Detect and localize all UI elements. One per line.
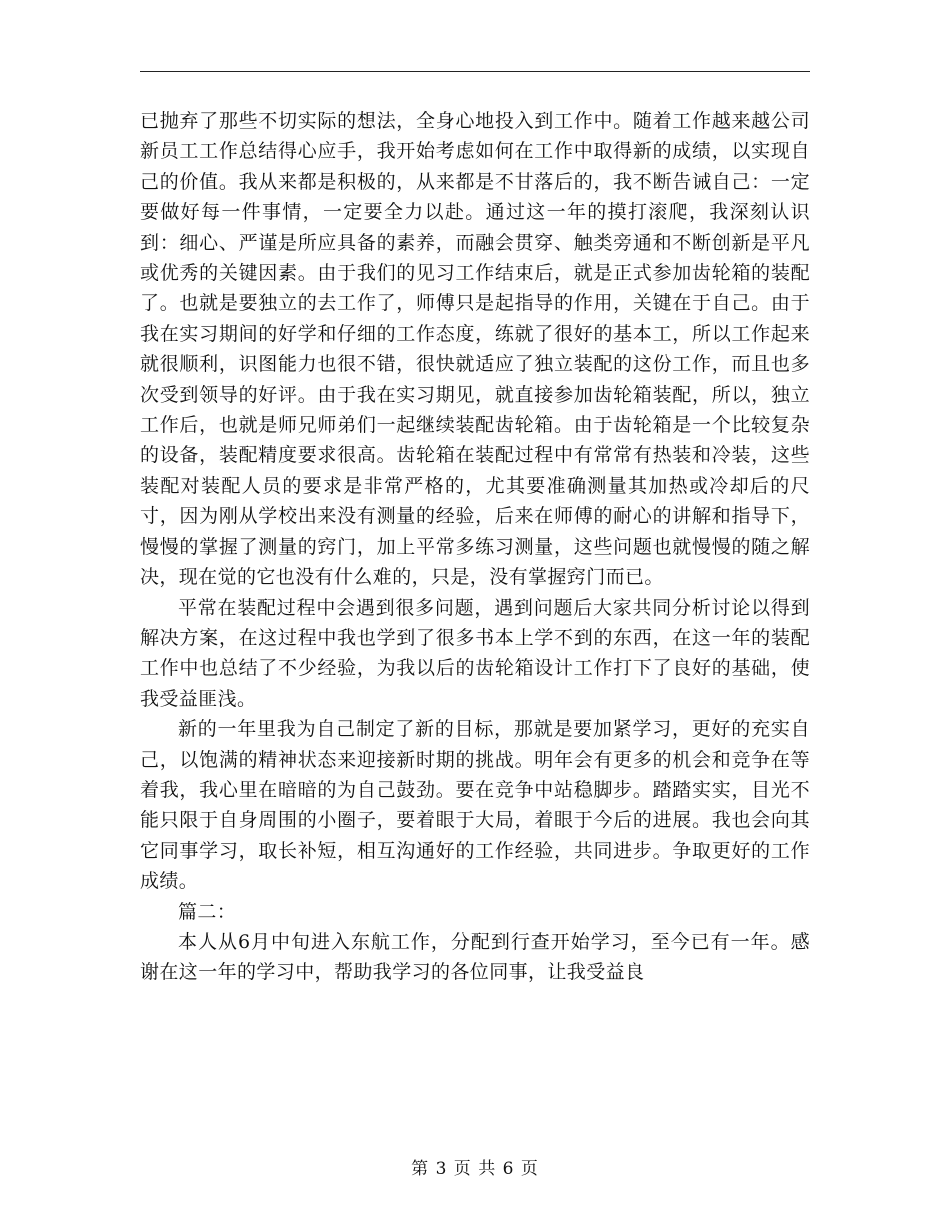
body-paragraph-2: 平常在装配过程中会遇到很多问题，遇到问题后大家共同分析讨论以得到解决方案，在这过程中我也学到了很多书本上学不到的东西，在这一年的装配工作中也总结了不少经验，为我以后的齿轮箱设计工作打下了良好的基础，使我受益匪浅。 <box>140 596 810 710</box>
section-heading: 篇二： <box>178 900 237 923</box>
page-number-footer: 第 3 页 共 6 页 <box>411 1159 539 1179</box>
header-rule <box>140 71 810 72</box>
body-paragraph-3: 新的一年里我为自己制定了新的目标，那就是要加紧学习，更好的充实自己，以饱满的精神状态来迎接新时期的挑战。明年会有更多的机会和竞争在等着我，我心里在暗暗的为自己鼓劲。要在竞争中站稳脚步。踏踏实实，目光不能只限于自身周围的小圈子，要着眼于大局，着眼于今后的进展。我也会向其它同事学习，取长补短，相互沟通好的工作经验，共同进步。争取更好的工作成绩。 <box>140 718 810 893</box>
body-paragraph-1: 已抛弃了那些不切实际的想法，全身心地投入到工作中。随着工作越来越公司新员工工作总结得心应手，我开始考虑如何在工作中取得新的成绩，以实现自己的价值。我从来都是积极的，从来都是不甘落后的，我不断告诫自己：一定要做好每一件事情，一定要全力以赴。通过这一年的摸打滚爬，我深刻认识到：细心、严谨是所应具备的素养，而融会贯穿、触类旁通和不断创新是平凡或优秀的关键因素。由于我们的见习工作结束后，就是正式参加齿轮箱的装配了。也就是要独立的去工作了，师傅只是起指导的作用，关键在于自己。由于我在实习期间的好学和仔细的工作态度，练就了很好的基本工，所以工作起来就很顺利，识图能力也很不错，很快就适应了独立装配的这份工作，而且也多次受到领导的好评。由于我在实习期见，就直接参加齿轮箱装配，所以，独立工作后，也就是师兄师弟们一起继续装配齿轮箱。由于齿轮箱是一个比较复杂的设备，装配精度要求很高。齿轮箱在装配过程中有常常有热装和冷装，这些装配对装配人员的要求是非常严格的，尤其要准确测量其加热或冷却后的尺寸，因为刚从学校出来没有测量的经验，后来在师傅的耐心的讲解和指导下，慢慢的掌握了测量的窍门，加上平常多练习测量，这些问题也就慢慢的随之解决，现在觉的它也没有什么难的，只是，没有掌握窍门而已。 <box>140 110 810 589</box>
document-body <box>140 106 810 988</box>
body-paragraph-4: 本人从6月中旬进入东航工作，分配到行查开始学习，至今已有一年。感谢在这一年的学习中，帮助我学习的各位同事，让我受益良 <box>140 930 810 984</box>
